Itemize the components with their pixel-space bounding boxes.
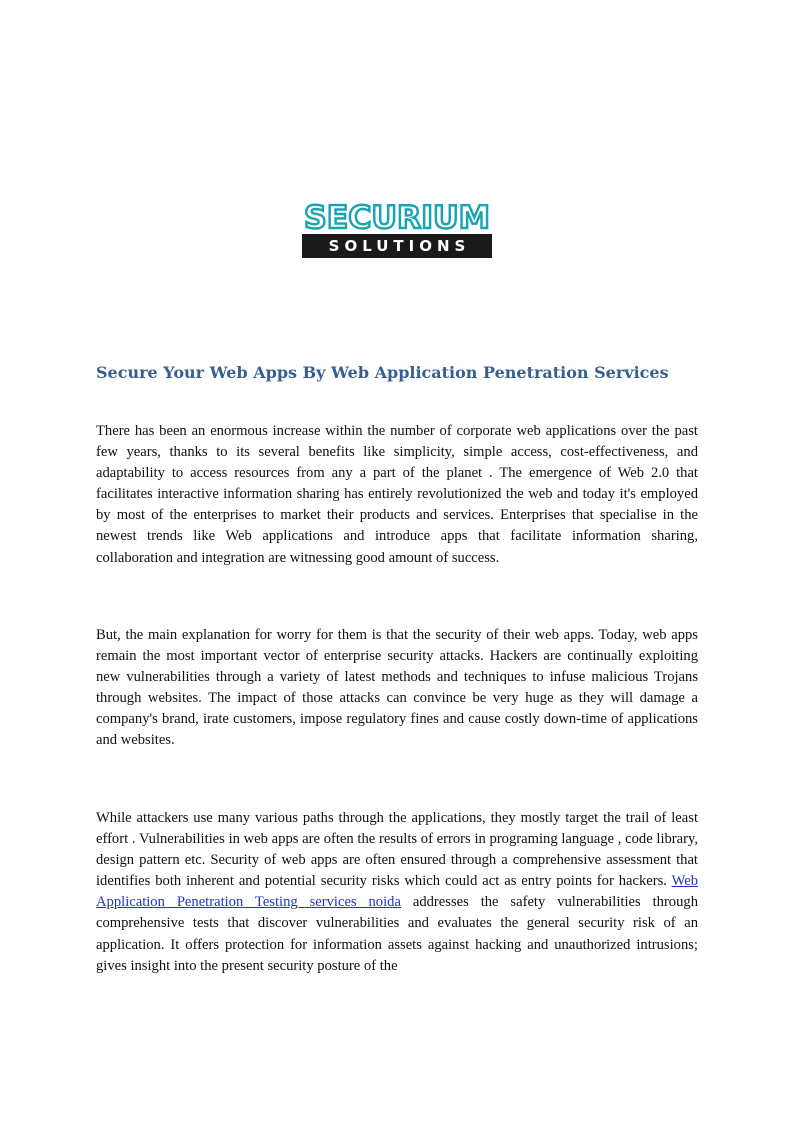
paragraph-intro: There has been an enormous increase within the number of corporate web applications over the past few years, thanks to its several benefits like simplicity, simple access, cost-effectiveness, and adaptability to access resources from any a part of the planet . The emergence of Web 2.0 that facilitates interactive information sharing has entirely revolutionized the web and today it's employed by most of the enterprises to market their products and services. Enterprises that specialise in the newest trends like Web applications and introduce apps that facilitate information sharing, collaboration and integration are witnessing good amount of success. [96, 423, 698, 566]
page-title: Secure Your Web Apps By Web Application Penetration Services [96, 363, 669, 382]
logo-subtitle: SOLUTIONS [328, 237, 471, 255]
web-app-pentest-link[interactable]: Web Application Penetration Testing services noida [96, 873, 698, 911]
paragraph-attackers-text-after: addresses the safety vulnerabilities through comprehensive tests that discover vulnerabilities and evaluates the general security risk of an application. It offers protection for information assets against hacking and unauthorized intrusions; gives insight into the present security posture of the [96, 894, 698, 974]
paragraph-attackers-text-before: While attackers use many various paths through the applications, they mostly target the trail of least effort . Vulnerabilities in web apps are often the results of errors in programing language , code library, design pattern etc. Security of web apps are often ensured through a comprehensive assessment that identifies both inherent and potential security risks which could act as entry points for hackers. [96, 810, 698, 890]
paragraph-concern: But, the main explanation for worry for them is that the security of their web apps. Today, web apps remain the most important vector of enterprise security attacks. Hackers are continually exploiting new vulnerabilities through a variety of latest methods and techniques to infuse malicious Trojans through websites. The impact of those attacks can convince be very huge as they will damage a company's brand, irate customers, impose regulatory fines and cause costly down-time of applications and websites. [96, 627, 698, 749]
logo-wordmark-text: SECURIUM [304, 200, 490, 232]
logo-wordmark-graphic [302, 198, 492, 232]
logo-wordmark-top [302, 198, 492, 232]
paragraph-attackers [96, 808, 698, 977]
logo-band [302, 234, 492, 258]
company-logo [302, 198, 492, 258]
